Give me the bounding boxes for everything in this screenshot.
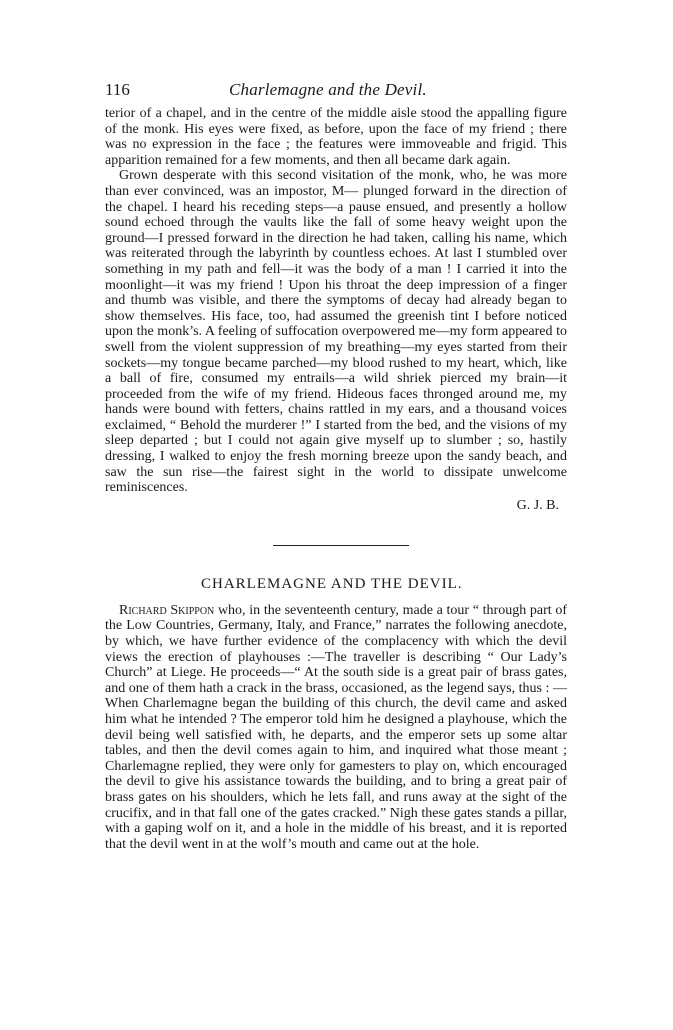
story-paragraph: Grown desperate with this second visitation of the monk, who, he was more than ever convinced, was an impostor, M— plunged forward in the direction of the chapel. I heard his receding steps—a pause ensued, and presently a hollow sound echoed through the vaults like the fall of some heavy weight upon the ground—I pressed forward in the direction he had taken, calling his name, which was reiterated through the labyrinth by countless echoes. At last I stumbled over something in my path and fell—it was the body of a man ! I carried it into the moonlight—it was my friend ! Upon his throat the deep impression of a finger and thumb was visible, and there the symptoms of decay had already began to show themselves. His face, too, had assumed the greenish tint I before noticed upon the monk’s. A feeling of suffocation overpowered me—my form appeared to swell from the violent suppression of my breathing—my eyes started from their sockets—my tongue became parched—my blood rushed to my heart, which, like a ball of fire, consumed my entrails—a wild shriek pierced my brain—it proceeded from the wife of my friend. Hideous faces thronged around me, my hands were bound with fetters, chains rattled in my ears, and a thousand voices exclaimed, “ Behold the murderer !” I started from the bed, and the visions of my sleep departed ; but I could not again give myself up to slumber ; so, hastily dressing, I walked to enjoy the fresh morning breeze upon the sandy beach, and saw the sun rise—the fairest sight in the world to dissipate unwelcome reminiscences.: [105, 168, 567, 496]
book-page: [105, 80, 567, 852]
article-author-name: Richard Skippon: [119, 602, 215, 618]
author-signature: G. J. B.: [516, 497, 559, 513]
section-divider-rule: [273, 545, 409, 546]
article-title: CHARLEMAGNE AND THE DEVIL.: [201, 575, 463, 592]
continued-paragraph: terior of a chapel, and in the centre of the middle aisle stood the appalling figure of the monk. His eyes were fixed, as before, upon the face of my friend ; there was no expression in the face ; the features were immoveable and frigid. This apparition remained for a few moments, and then all became dark again.: [105, 106, 567, 168]
article-body-text: who, in the seventeenth century, made a tour “ through part of the Low Countries, Germany, Italy, and France,” narrates the following anecdote, by which, we have further evidence of the complacency with which the devil views the erection of playhouses :—The traveller is describing “ Our Lady’s Church” at Liege. He proceeds—“ At the south side is a great pair of brass gates, and one of them hath a crack in the brass, occasioned, as the legend says, thus : —When Charlemagne began the building of this church, the devil came and asked him what he intended ? The emperor told him he designed a playhouse, which the devil being well satisfied with, he departs, and the emperor sets up some altar tables, and then the devil comes again to him, and inquired what those meant ; Charlemagne replied, they were only for gamesters to play on, which encouraged the devil to give his assistance towards the building, and to bring a great pair of brass gates on his shoulders, which he lets fall, and runs away at the sight of the crucifix, and in that fall one of the gates cracked.” Nigh these gates stands a pillar, with a gaping wolf on it, and a hole in the middle of his breast, and it is reported that the devil went in at the wolf’s mouth and came out at the hole.: [105, 602, 567, 852]
article-body: [105, 603, 567, 853]
running-title: Charlemagne and the Devil.: [229, 80, 427, 99]
page-number: 116: [105, 80, 130, 99]
running-head: [105, 80, 567, 106]
